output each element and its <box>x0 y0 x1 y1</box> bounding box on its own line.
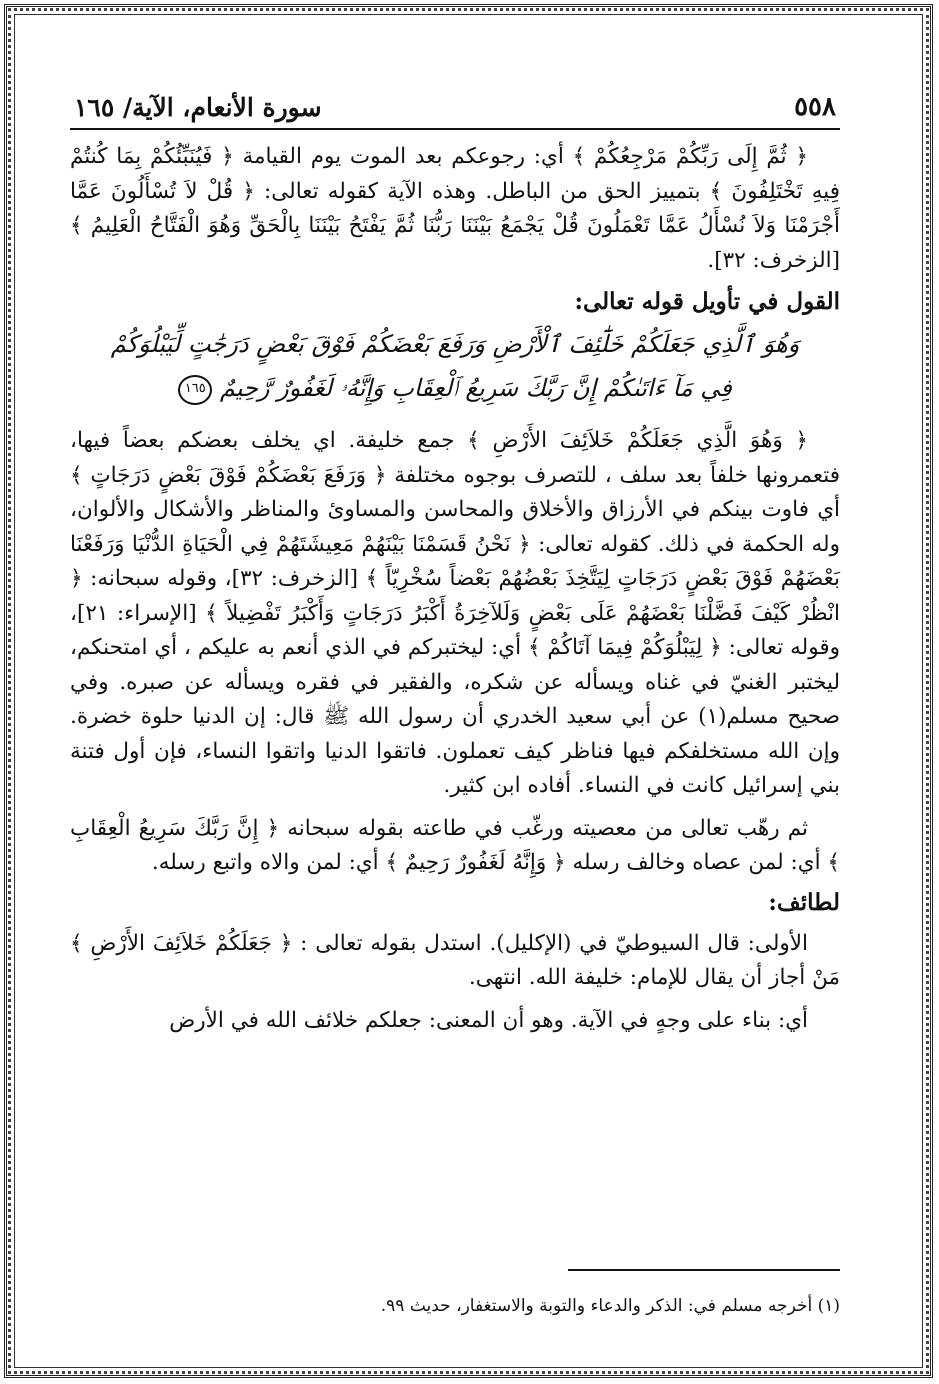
lataif-heading: لطائف: <box>768 888 840 916</box>
page-header <box>70 82 840 130</box>
paragraph-intro: ﴿ ثُمَّ إِلَى رَبِّكُمْ مَرْجِعُكُمْ ﴾ أي: رجوعكم بعد الموت يوم القيامة ﴿ فَيُنَبِّئُكُمْ بِمَا كُنتُمْ فِيهِ تَخْتَلِفُونَ ﴾ بتمييز الحق من الباطل. وهذه الآية كقوله تعالى: ﴿ قُلْ لاَ تُسْأَلُونَ عَمَّا أَجْرَمْنَا وَلاَ نُسْأَلُ عَمَّا تَعْمَلُونَ قُلْ يَجْمَعُ بَيْنَنَا رَبُّنَا ثُمَّ يَفْتَحُ بَيْنَنَا بِالْحَقِّ وَهُوَ الْفَتَّاحُ الْعَلِيمُ ﴾ [الزخرف: ٣٢]. <box>70 144 840 273</box>
footnote-divider <box>568 1269 840 1271</box>
section-heading: القول في تأويل قوله تعالى: <box>574 288 840 315</box>
lataif-first: الأولى: قال السيوطيّ في (الإكليل). استدل بقوله تعالى : ﴿ جَعَلَكُمْ خَلاَئِفَ الأَرْضِ ﴾ مَنْ أجاز أن يقال للإمام: خليفة الله. انتهى. <box>70 930 840 990</box>
page-number: ٥٥٨ <box>794 92 836 122</box>
paragraph-warning: ثم رهّب تعالى من معصيته ورغّب في طاعته بقوله سبحانه ﴿ إِنَّ رَبَّكَ سَرِيعُ الْعِقَابِ ﴾ أي: لمن عصاه وخالف رسله ﴿ وَإِنَّهُ لَغَفُورٌ رَحِيمٌ ﴾ أي: لمن والاه واتبع رسله. <box>70 815 840 875</box>
lataif-continuation: أي: بناء على وجهٍ في الآية. وهو أن المعنى: جعلكم خلائف الله في الأرض <box>169 1007 808 1033</box>
verse-line-2 <box>70 366 840 410</box>
quran-verse <box>70 322 840 410</box>
paragraph-tafsir: ﴿ وَهُوَ الَّذِي جَعَلَكُمْ خَلاَئِفَ الأَرْضِ ﴾ جمع خليفة. اي يخلف بعضكم بعضاً فيها، فتعمرونها خلفاً بعد سلف ، للتصرف بوجوه مختلفة ﴿ وَرَفَعَ بَعْضَكُمْ فَوْقَ بَعْضٍ دَرَجَاتٍ ﴾ أي فاوت بينكم في الأرزاق والأخلاق والمحاسن والمساوئ والمناظر والأشكال والألوان، وله الحكمة في ذلك. كقوله تعالى: ﴿ نَحْنُ قَسَمْنَا بَيْنَهُمْ مَعِيشَتَهُمْ فِي الْحَيَاةِ الدُّنْيَا وَرَفَعْنَا بَعْضَهُمْ فَوْقَ بَعْضٍ دَرَجَاتٍ لِيَتَّخِذَ بَعْضُهُمْ بَعْضاً سُخْرِيّاً ﴾ [الزخرف: ٣٢]، وقوله سبحانه: ﴿ انْظُرْ كَيْفَ فَضَّلْنَا بَعْضَهُمْ عَلَى بَعْضٍ وَلَلآخِرَةُ أَكْبَرُ دَرَجَاتٍ وَأَكْبَرُ تَفْضِيلاً ﴾ [الإسراء: ٢١]، وقوله تعالى: ﴿ لِيَبْلُوَكُمْ فِيمَا آتَاكُمْ ﴾ أي: ليختبركم في الذي أنعم به عليكم ، أي امتحنكم، ليختبر الغنيّ في غناه ويسأله عن شكره، والفقير في فقره ويسأله عن صبره. وفي صحيح مسلم(١) عن أبي سعيد الخدري أن رسول الله ﷺ قال: إن الدنيا حلوة خضرة. وإن الله مستخلفكم فيها فناظر كيف تعملون. فاتقوا الدنيا واتقوا النساء، فإن أول فتنة بني إسرائيل كانت في النساء. أفاده ابن كثير. <box>70 428 840 798</box>
running-title: سورة الأنعام، الآية/ ١٦٥ <box>74 93 322 122</box>
ayah-number-mark: ١٦٥ <box>178 375 212 405</box>
footnote: (١) أخرجه مسلم في: الذكر والدعاء والتوبة والاستغفار، حديث ٩٩. <box>380 1296 840 1316</box>
verse-line-1: وَهُوَ ٱلَّذِي جَعَلَكُمْ خَلَٰٓئِفَ ٱلْأَرْضِ وَرَفَعَ بَعْضَكُمْ فَوْقَ بَعْضٍ دَرَجَٰتٍ لِّيَبْلُوَكُمْ <box>110 330 800 358</box>
book-page <box>70 82 840 1342</box>
verse-line-2-text: فِي مَآ ءَاتَىٰكُمْ إِنَّ رَبَّكَ سَرِيعُ ٱلْعِقَابِ وَإِنَّهُۥ لَغَفُورٌ رَّحِيمٌ <box>219 374 732 402</box>
